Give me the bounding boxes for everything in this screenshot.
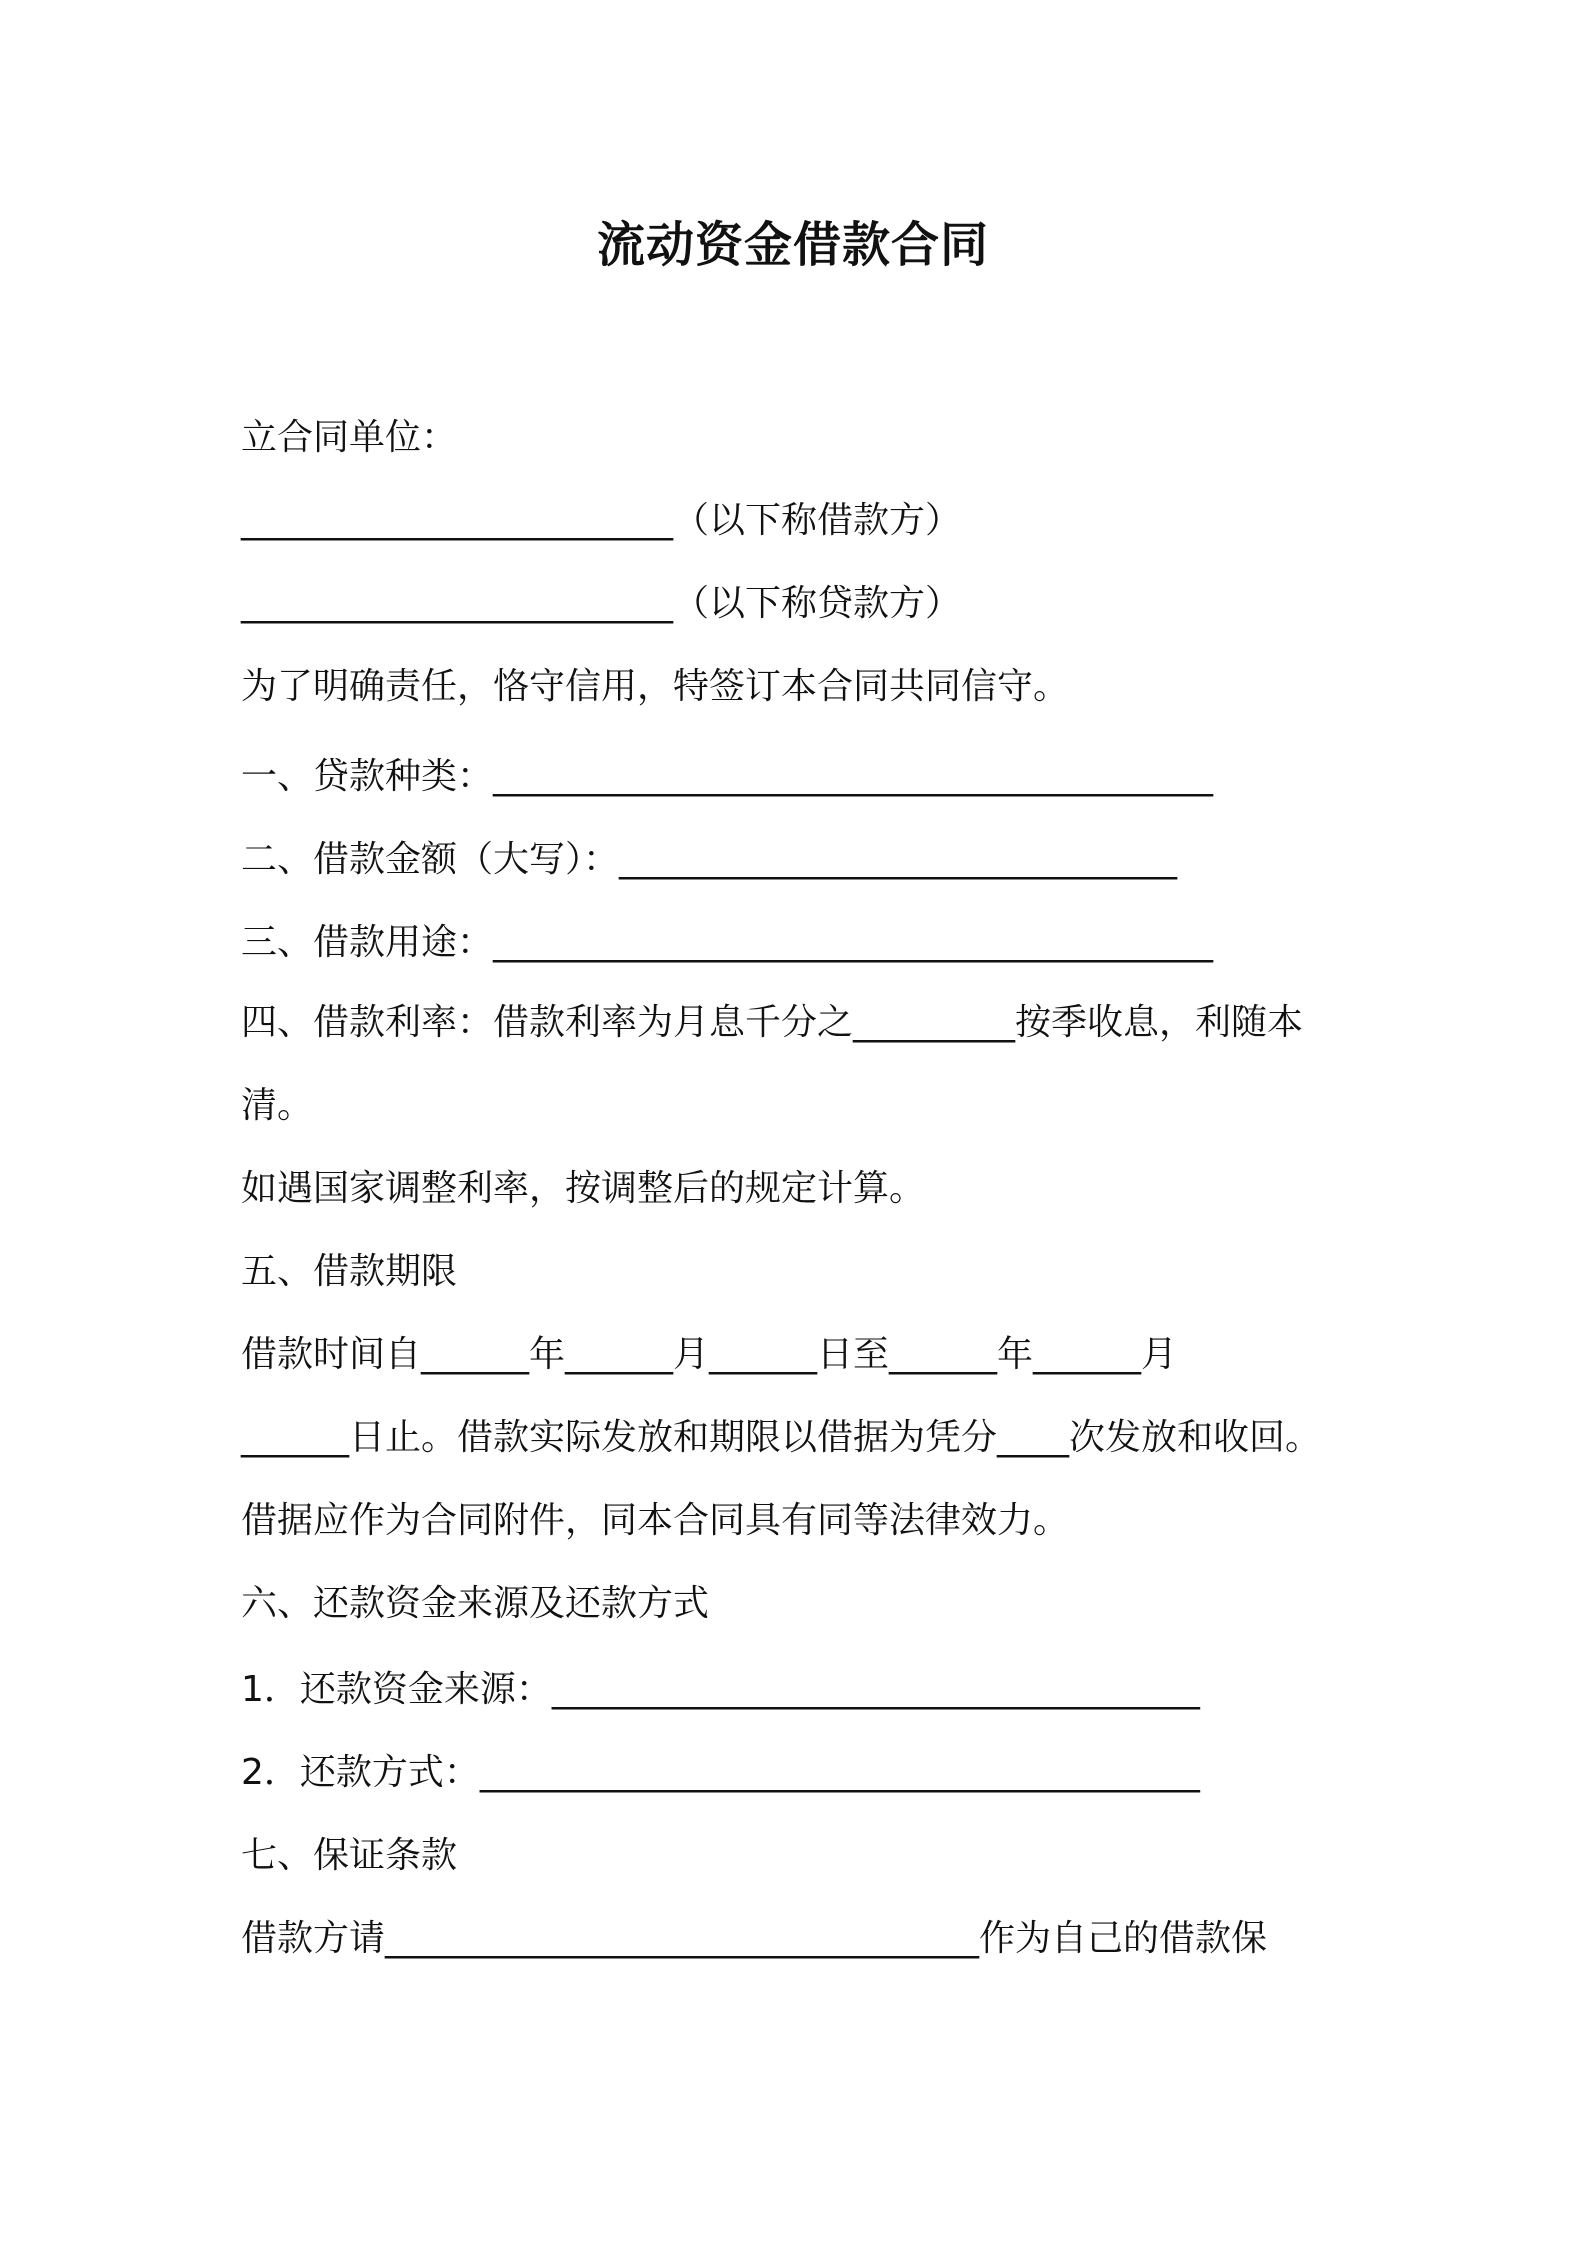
clause-repayment-heading: 六、还款资金来源及还款方式 [241,1583,710,1624]
clause-guarantee-heading: 七、保证条款 [241,1835,458,1876]
repayment-method: 2．还款方式：________________________________________ [241,1752,1200,1793]
loan-term-dates-cont: ______日止。借款实际发放和期限以借据为凭分____次发放和收回。 [241,1417,1322,1458]
clause-interest-rate-cont: 清。 [241,1085,314,1126]
clause-loan-purpose: 三、借款用途：________________________________________ [241,922,1214,963]
guarantee-text: 借款方请_________________________________作为自己的借款保 [241,1918,1268,1959]
clause-interest-rate: 四、借款利率：借款利率为月息千分之_________按季收息，利随本 [241,1002,1304,1043]
borrower-line: ________________________（以下称借款方） [241,500,962,541]
clause-loan-term-heading: 五、借款期限 [241,1251,458,1292]
lender-line: ________________________（以下称贷款方） [241,583,962,624]
clause-loan-type: 一、贷款种类：________________________________________ [241,756,1214,797]
loan-term-dates: 借款时间自______年______月______日至______年______月 [241,1334,1178,1375]
interest-adjustment-text: 如遇国家调整利率，按调整后的规定计算。 [241,1168,926,1209]
document-title: 流动资金借款合同 [596,217,989,273]
repayment-source: 1．还款资金来源：____________________________________ [241,1669,1200,1710]
receipt-attachment-text: 借据应作为合同附件，同本合同具有同等法律效力。 [241,1500,1070,1541]
contract-parties-label: 立合同单位： [241,417,458,458]
clause-loan-amount: 二、借款金额（大写）：_______________________________ [241,839,1178,880]
preamble-text: 为了明确责任，恪守信用，特签订本合同共同信守。 [241,666,1070,707]
